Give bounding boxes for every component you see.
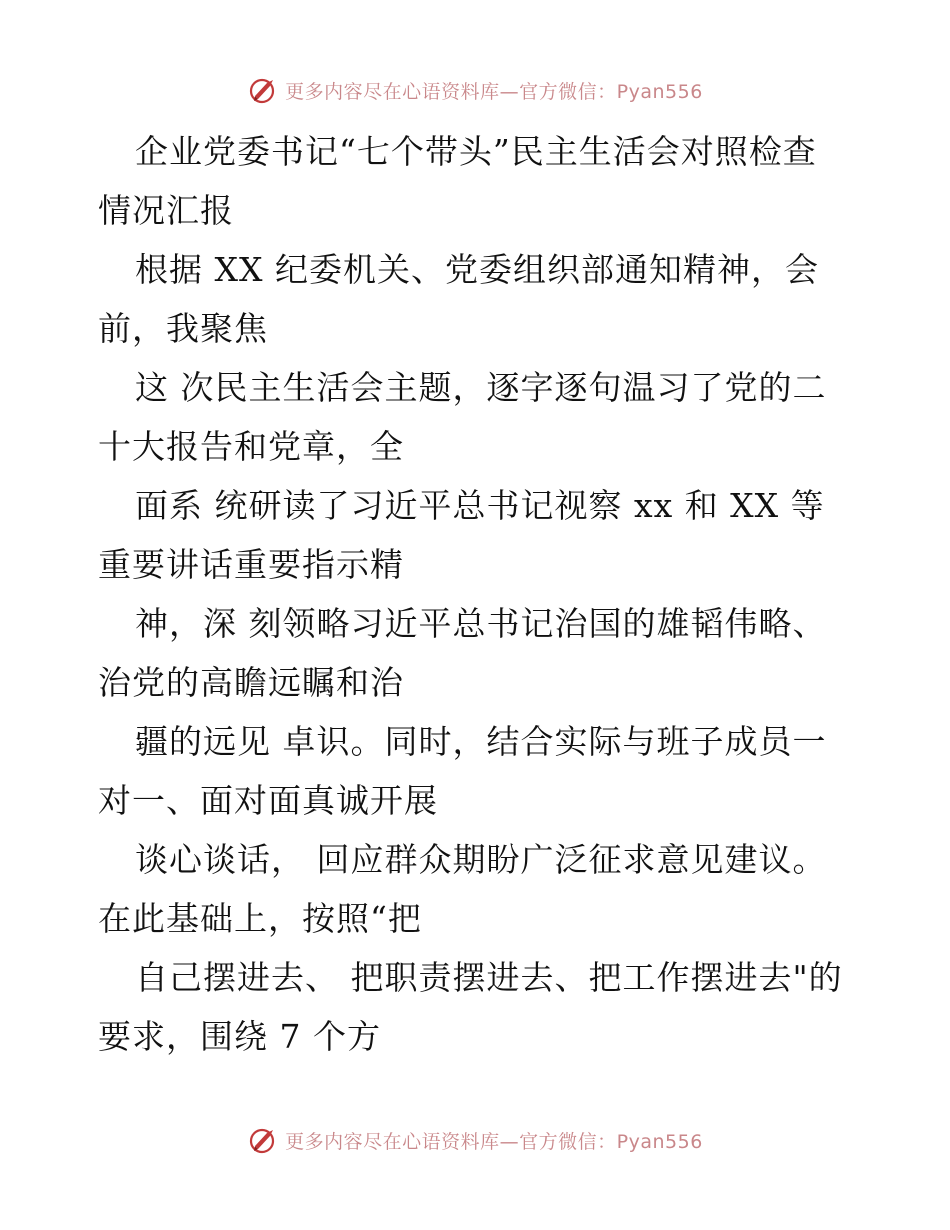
paragraph-line: 在此基础上，按照“把 [98, 899, 422, 938]
paragraph-line: 根据 XX 纪委机关、党委组织部通知精神，会 [135, 250, 819, 289]
pen-nib-circle-icon [247, 1124, 279, 1156]
paragraph-line: 对一、面对面真诚开展 [98, 781, 438, 820]
paragraph-line: 面系 统研读了习近平总书记视察 xx 和 XX 等 [135, 486, 825, 525]
paragraph-line: 十大报告和党章，全 [98, 427, 404, 466]
title-line-2: 情况汇报 [98, 191, 234, 230]
paragraph-line: 要求，围绕 7 个方 [98, 1017, 381, 1056]
pen-nib-circle-icon [247, 74, 279, 106]
watermark-text: 更多内容尽在心语资料库—官方微信：Pyan556 [285, 80, 703, 103]
paragraph-line: 这 次民主生活会主题，逐字逐句温习了党的二 [135, 368, 827, 407]
paragraph-line: 神，深 刻领略习近平总书记治国的雄韬伟略、 [135, 604, 827, 643]
paragraph-line: 疆的远见 卓识。同时，结合实际与班子成员一 [135, 722, 827, 761]
paragraph-line: 重要讲话重要指示精 [98, 545, 404, 584]
paragraph-line: 自己摆进去、 把职责摆进去、把工作摆进去"的 [135, 958, 843, 997]
footer-watermark [0, 1122, 950, 1158]
title-line-1: 企业党委书记“七个带头”民主生活会对照检查 [135, 132, 817, 171]
document-body [98, 122, 858, 1066]
paragraph-line: 前，我聚焦 [98, 309, 268, 348]
header-watermark [0, 72, 950, 108]
paragraph-line: 治党的高瞻远瞩和治 [98, 663, 404, 702]
watermark-text: 更多内容尽在心语资料库—官方微信：Pyan556 [285, 1130, 703, 1153]
paragraph-line: 谈心谈话， 回应群众期盼广泛征求意见建议。 [135, 840, 827, 879]
